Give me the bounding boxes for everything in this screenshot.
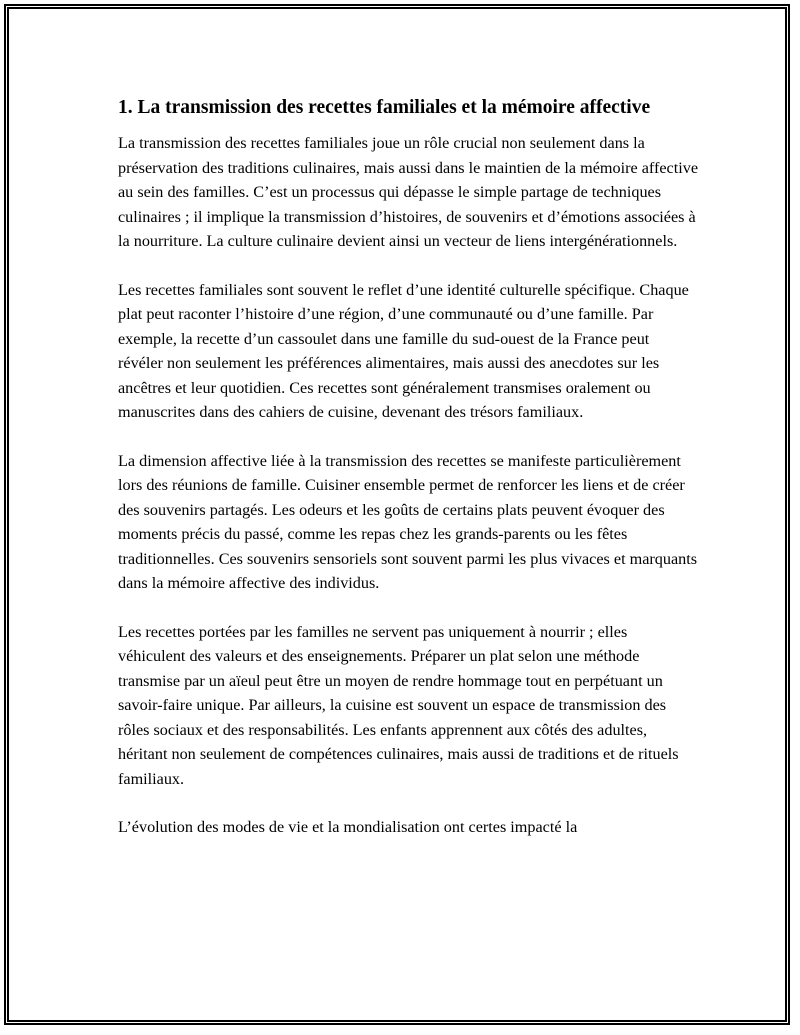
paragraph-3: La dimension affective liée à la transmission des recettes se manifeste particulièrement lors des réunions de famille. Cuisiner ensemble permet de renforcer les liens et de créer des souvenirs partagés. Les odeurs et les goûts de certains plats peuvent évoquer des moments précis du passé, comme les repas chez les grands-parents ou les fêtes traditionnelles. Ces souvenirs sensoriels sont souvent parmi les plus vivaces et marquants dans la mémoire affective des individus.: [118, 451, 698, 592]
paragraph-1: La transmission des recettes familiales joue un rôle crucial non seulement dans la préservation des traditions culinaires, mais aussi dans le maintien de la mémoire affective au sein des familles. C’est un processus qui dépasse le simple partage de techniques culinaires ; il implique la transmission d’histoires, de souvenirs et d’émotions associées à la nourriture. La culture culinaire devient ainsi un vecteur de liens intergénérationnels.: [118, 134, 699, 250]
paragraph-2: Les recettes familiales sont souvent le reflet d’une identité culturelle spécifique. Chaque plat peut raconter l’histoire d’une région, d’une communauté ou d’une famille. Par exemple, la recette d’un cassoulet dans une famille du sud-ouest de la France peut révéler non seulement les préférences alimentaires, mais aussi des anecdotes sur les ancêtres et leur quotidien. Ces recettes sont généralement transmises oralement ou manuscrites dans des cahiers de cuisine, devenant des trésors familiaux.: [118, 280, 689, 421]
document-body: [118, 94, 698, 864]
paragraph-4: Les recettes portées par les familles ne servent pas uniquement à nourrir ; elles véhiculent des valeurs et des enseignements. Préparer un plat selon une méthode transmise par un aïeul peut être un moyen de rendre hommage tout en perpétuant un savoir-faire unique. Par ailleurs, la cuisine est souvent un espace de transmission des rôles sociaux et des responsabilités. Les enfants apprennent aux côtés des adultes, héritant non seulement de compétences culinaires, mais aussi de traditions et de rituels familiaux.: [118, 622, 679, 788]
paragraph-5: L’évolution des modes de vie et la mondialisation ont certes impacté la: [118, 818, 578, 836]
section-title: 1. La transmission des recettes familiales et la mémoire affective: [118, 97, 651, 118]
